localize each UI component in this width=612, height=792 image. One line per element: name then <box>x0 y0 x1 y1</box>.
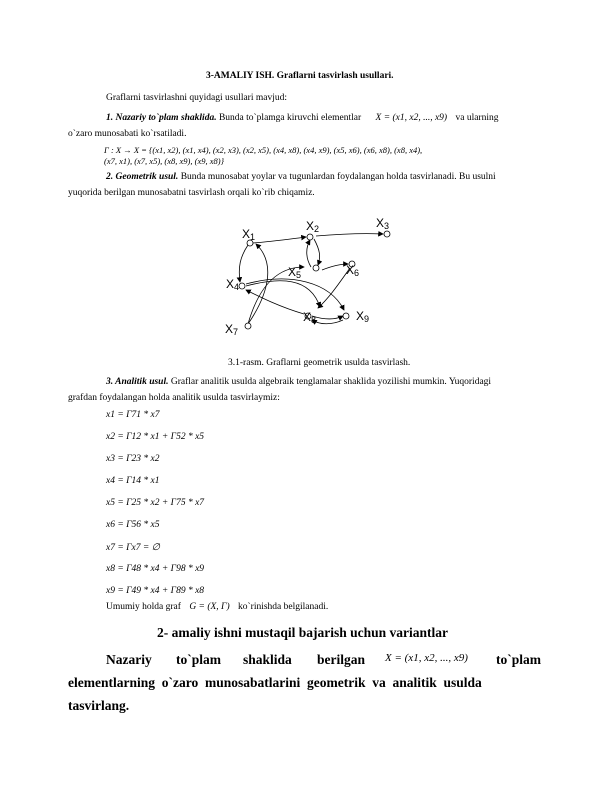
edge-x7-x1 <box>248 244 268 324</box>
node-label-x1: X1 <box>242 227 256 242</box>
node-label-x2: X2 <box>306 219 320 234</box>
page-title: 3-AMALIY ISH. Graflarni tasvirlash usullari. <box>206 71 394 81</box>
edge-x4-x9 <box>246 279 344 310</box>
node-label-x4: X4 <box>226 277 240 292</box>
task-line-3: tasvirlang. <box>68 698 130 713</box>
task-tail: to`plam <box>496 652 541 667</box>
task-word-4: berilgan <box>317 652 366 667</box>
paragraph-3-lead: 3. Analitik usul. <box>106 377 169 387</box>
task-word-1: Nazariy <box>106 652 152 667</box>
node-label-x8: X8 <box>303 310 317 325</box>
paragraph-3-text: Graflar analitik usulda algebraik tenglamalar shaklida yozilishi mumkin. Yuqoridagi <box>168 377 492 387</box>
task-word-3: shaklida <box>243 652 292 667</box>
paragraph-2-text: Bunda munosabat yoylar va tugunlardan foydalangan holda tasvirlanadi. Bu usulni <box>178 172 496 182</box>
edge-x4-x8 <box>246 281 320 307</box>
node-label-x9: X9 <box>356 309 370 324</box>
general-text: Umumiy holda graf <box>106 602 181 612</box>
equation: x1 = Γ71 * x7 <box>106 410 160 420</box>
edge-x8-x9 <box>312 316 343 319</box>
general-formula: G = (X, Γ) <box>189 602 230 612</box>
paragraph-3-line-1 <box>106 377 491 387</box>
paragraph-1-line-1 <box>106 113 499 123</box>
node-label-x5: X5 <box>288 265 302 280</box>
equation: x5 = Γ25 * x2 + Γ75 * x7 <box>106 498 205 508</box>
edge-x9-x8 <box>312 320 343 324</box>
task-set-formula: X = (x1, x2, ..., x9) <box>385 652 468 664</box>
equation: x3 = Γ23 * x2 <box>106 454 160 464</box>
set-x-text: X = (x1, x2, ..., x9) <box>375 113 448 123</box>
mapping-line-2: (x7, x1), (x7, x5), (x8, x9), (x9, x8)} <box>104 156 224 166</box>
node-x4 <box>239 283 245 289</box>
node-x3 <box>384 231 390 237</box>
mapping-line-1: Γ : X → X = {(x1, x2), (x1, x4), (x2, x3), (x2, x5), (x4, x8), (x4, x9), (x5, x6), (x6, x8), (x8, x4), <box>104 145 423 155</box>
equation: x9 = Γ49 * x4 + Γ89 * x8 <box>106 586 205 596</box>
equation: x2 = Γ12 * x1 + Γ52 * x5 <box>106 432 205 442</box>
equation: x8 = Γ48 * x4 + Γ98 * x9 <box>106 564 205 574</box>
task-word-2: to`plam <box>176 652 221 667</box>
paragraph-2-line-1 <box>106 172 496 182</box>
general-tail: ko`rinishda belgilanadi. <box>238 602 329 612</box>
paragraph-1-tail: va ularning <box>455 113 499 123</box>
figure-caption: 3.1-rasm. Graflarni geometrik usulda tasvirlash. <box>228 358 411 368</box>
node-label-x3: X3 <box>376 216 390 231</box>
equation: x6 = Γ56 * x5 <box>106 520 160 530</box>
node-x7 <box>245 323 251 329</box>
edge-x2-x3 <box>316 234 383 236</box>
set-x-formula <box>376 113 448 123</box>
edge-x1-x2 <box>252 237 306 243</box>
edge-x1-x4 <box>239 245 248 282</box>
task-line-2: elementlarning o`zaro munosabatlarini geometrik va analitik usulda <box>68 675 482 690</box>
node-x2 <box>307 234 313 240</box>
general-line <box>106 602 328 612</box>
paragraph-2-lead: 2. Geometrik usul. <box>106 172 179 182</box>
edge-x2-x5 <box>314 239 320 265</box>
edge-x8-x4 <box>246 290 304 314</box>
paragraph-3-line-2: grafdan foydalangan holda analitik usulda tasvirlaymiz: <box>68 393 280 403</box>
node-x5 <box>313 265 319 271</box>
paragraph-1-line-2: o`zaro munosabati ko`rsatiladi. <box>68 129 187 139</box>
paragraph-2-line-2: yuqorida berilgan munosabatni tasvirlash orqali ko`rib chiqamiz. <box>68 188 315 198</box>
paragraph-1-text: Bunda to`plamga kiruvchi elementlar <box>216 113 362 123</box>
node-x9 <box>343 313 349 319</box>
graph-figure <box>200 212 400 352</box>
edge-x5-x6 <box>322 264 348 270</box>
edge-x5-x2 <box>307 240 311 267</box>
equation: x7 = Γx7 = ∅ <box>106 543 160 553</box>
intro-text: Graflarni tasvirlashni quyidagi usullari mavjud: <box>106 93 287 103</box>
section-heading: 2- amaliy ishni mustaqil bajarish uchun variantlar <box>157 625 449 640</box>
paragraph-1-lead: 1. Nazariy to`plam shaklida. <box>106 113 217 123</box>
node-label-x6: X6 <box>346 263 360 278</box>
equation: x4 = Γ14 * x1 <box>106 476 160 486</box>
node-label-x7: X7 <box>225 322 239 337</box>
